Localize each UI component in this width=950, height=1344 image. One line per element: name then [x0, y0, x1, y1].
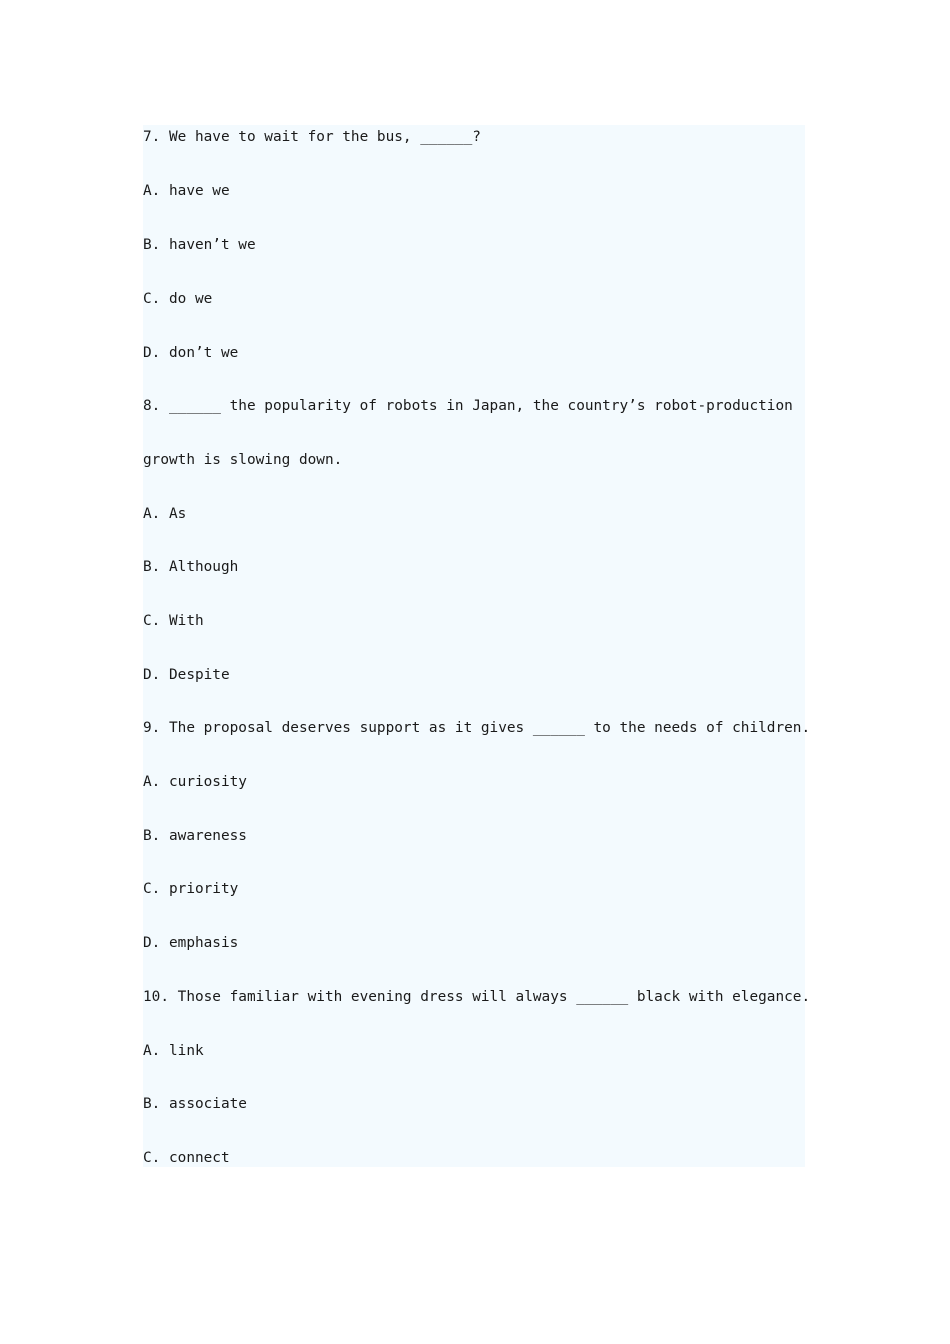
question-10-option-a: A. link — [143, 1043, 204, 1059]
question-8-option-a: A. As — [143, 506, 187, 522]
question-10-stem: 10. Those familiar with evening dress will always ______ black with elegance. — [143, 989, 811, 1005]
question-7-stem: 7. We have to wait for the bus, ______? — [143, 129, 481, 145]
question-9-option-a: A. curiosity — [143, 774, 247, 790]
question-8-option-d: D. Despite — [143, 667, 230, 683]
question-page — [143, 125, 811, 1167]
question-7-option-b: B. haven’t we — [143, 237, 256, 253]
question-7-option-a: A. have we — [143, 183, 230, 199]
question-7-option-c: C. do we — [143, 291, 213, 307]
question-9-stem: 9. The proposal deserves support as it gives ______ to the needs of children. — [143, 720, 811, 736]
question-8-stem-line-2: growth is slowing down. — [143, 452, 343, 468]
question-8-stem-line-1: 8. ______ the popularity of robots in Japan, the country’s robot-production — [143, 398, 793, 414]
question-8-option-c: C. With — [143, 613, 204, 629]
question-9-option-b: B. awareness — [143, 828, 247, 844]
question-8-option-b: B. Although — [143, 559, 239, 575]
question-7-option-d: D. don’t we — [143, 345, 239, 361]
question-9-option-c: C. priority — [143, 881, 239, 897]
question-9-option-d: D. emphasis — [143, 935, 239, 951]
question-10-option-c: C. connect — [143, 1150, 230, 1166]
question-10-option-b: B. associate — [143, 1096, 247, 1112]
